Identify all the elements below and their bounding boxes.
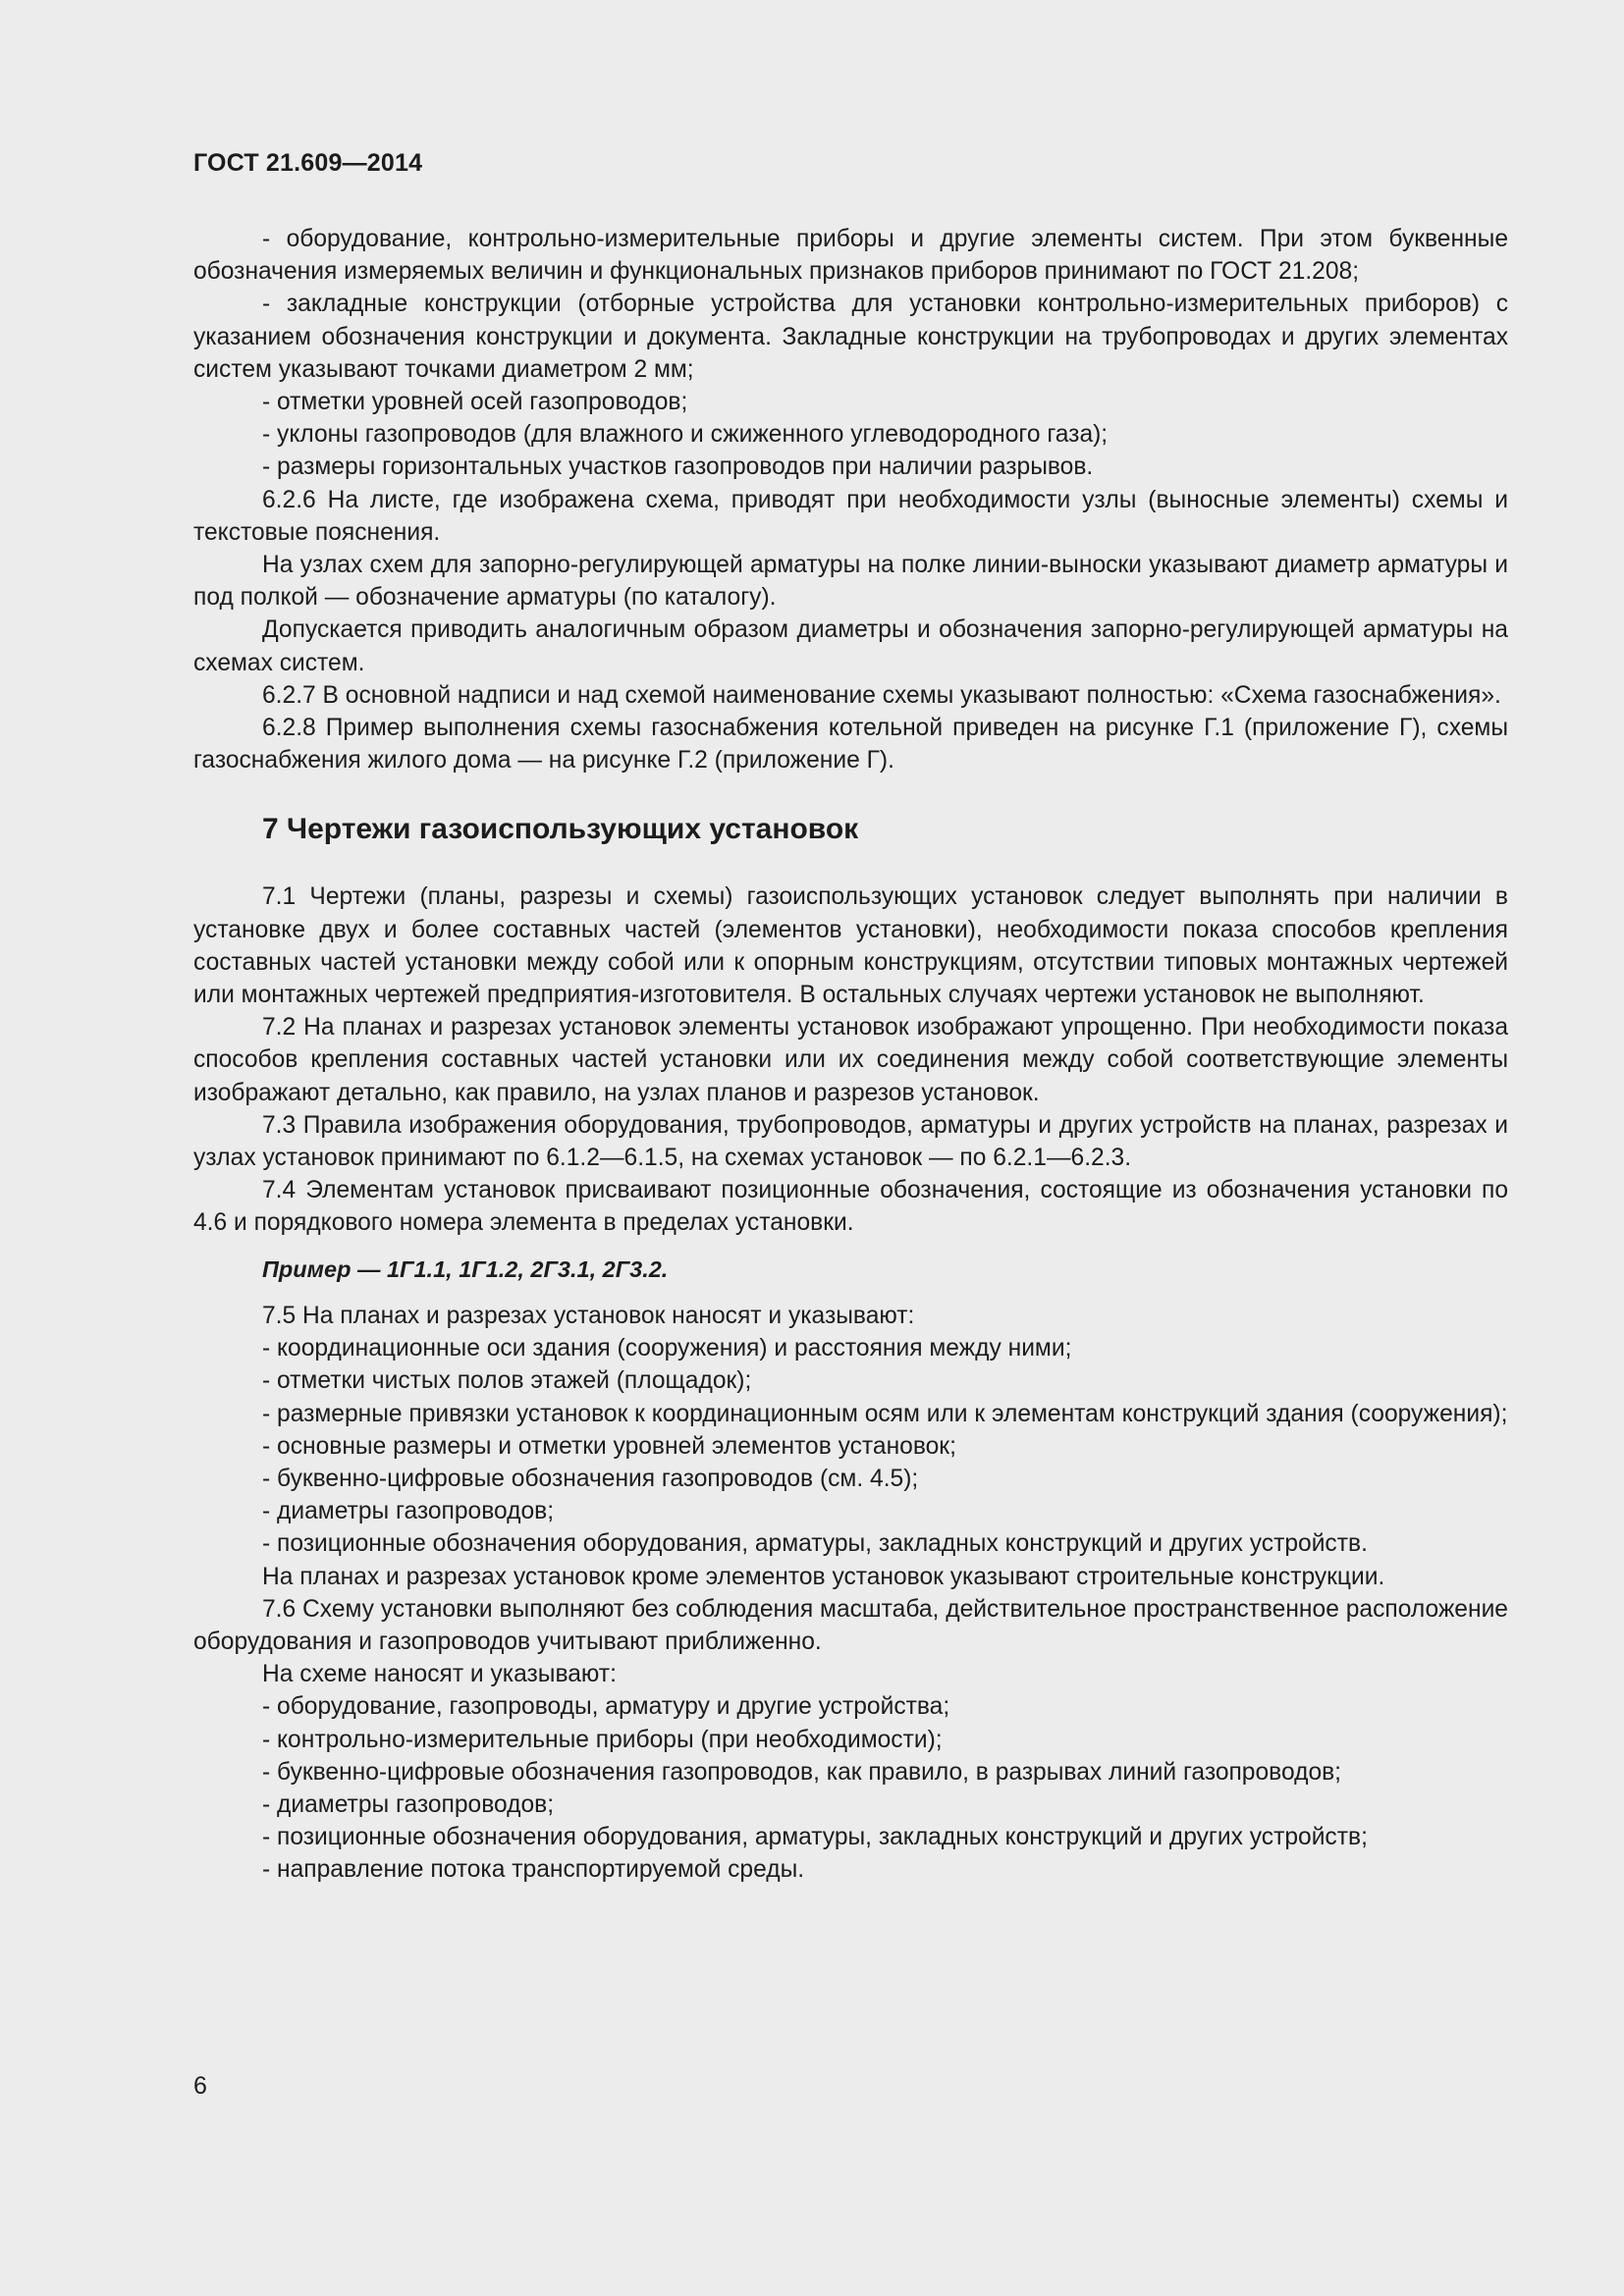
paragraph: Допускается приводить аналогичным образом диаметры и обозначения запорно-регулирующей арматуры на схемах систем. (193, 616, 1508, 676)
paragraph: - диаметры газопроводов; (262, 1790, 555, 1818)
paragraph: На узлах схем для запорно-регулирующей арматуры на полке линии-выноски указывают диаметр арматуры и под полкой — обозначение арматуры (по каталогу). (193, 552, 1508, 612)
standard-header: ГОСТ 21.609—2014 (193, 149, 423, 177)
paragraph: 7.2 На планах и разрезах установок элементы установок изображают упрощенно. При необходимости показа способов крепления составных частей установки или их соединения между собой соответствующие элементы изображают детально, как правило, на узлах планов и разрезов установок. (193, 1014, 1508, 1106)
paragraph: - отметки уровней осей газопроводов; (262, 389, 688, 416)
paragraph: - закладные конструкции (отборные устройства для установки контрольно-измерительных приборов) с указанием обозначения конструкции и документа. Закладные конструкции на трубопроводах и других элементах систем указывают точками диаметром 2 мм; (193, 291, 1508, 383)
page-number: 6 (193, 2072, 207, 2100)
paragraph: - основные размеры и отметки уровней элементов установок; (262, 1432, 956, 1460)
paragraph: - буквенно-цифровые обозначения газопроводов, как правило, в разрывах линий газопроводов; (262, 1758, 1342, 1786)
paragraph: - позиционные обозначения оборудования, арматуры, закладных конструкций и других устройств. (262, 1530, 1368, 1558)
paragraph: - размерные привязки установок к координационным осям или к элементам конструкций здания (сооружения); (262, 1400, 1508, 1427)
paragraph: - буквенно-цифровые обозначения газопроводов (см. 4.5); (262, 1465, 919, 1492)
paragraph: - уклоны газопроводов (для влажного и сжиженного углеводородного газа); (262, 421, 1109, 449)
paragraph: - оборудование, контрольно-измерительные приборы и другие элементы систем. При этом буквенные обозначения измеряемых величин и функциональных признаков приборов принимают по ГОСТ 21.208; (193, 226, 1508, 286)
paragraph: - отметки чистых полов этажей (площадок); (262, 1367, 752, 1395)
paragraph: На схеме наносят и указывают: (262, 1661, 617, 1688)
paragraph: 7.4 Элементам установок присваивают позиционные обозначения, состоящие из обозначения установки по 4.6 и порядкового номера элемента в пределах установки. (193, 1177, 1508, 1237)
paragraph: 6.2.6 На листе, где изображена схема, приводят при необходимости узлы (выносные элементы) схемы и текстовые пояснения. (193, 486, 1508, 546)
paragraph: 7.6 Схему установки выполняют без соблюдения масштаба, действительное пространственное расположение оборудования и газопроводов учитывают приближенно. (193, 1595, 1508, 1655)
example-line: Пример — 1Г1.1, 1Г1.2, 2Г3.1, 2Г3.2. (262, 1255, 669, 1282)
paragraph: 7.1 Чертежи (планы, разрезы и схемы) газоиспользующих установок следует выполнять при наличии в установке двух и более составных частей (элементов установки), необходимости показа способов крепления составных частей установки между собой или к опорным конструкциям, отсутствии типовых монтажных чертежей или монтажных чертежей предприятия-изготовителя. В остальных случаях чертежи установок не выполняют. (193, 883, 1508, 1009)
paragraph: - размеры горизонтальных участков газопроводов при наличии разрывов. (262, 454, 1094, 481)
paragraph: - оборудование, газопроводы, арматуру и другие устройства; (262, 1693, 950, 1721)
body-text (193, 223, 1508, 1887)
paragraph: - направление потока транспортируемой среды. (262, 1856, 805, 1884)
paragraph: - позиционные обозначения оборудования, арматуры, закладных конструкций и других устройств; (262, 1824, 1368, 1851)
paragraph: 7.3 Правила изображения оборудования, трубопроводов, арматуры и других устройств на планах, разрезах и узлах установок принимают по 6.1.2—6.1.5, на схемах установок — по 6.2.1—6.2.3. (193, 1111, 1508, 1172)
section-heading: 7 Чертежи газоиспользующих установок (262, 813, 859, 846)
paragraph: На планах и разрезах установок кроме элементов установок указывают строительные конструкции. (262, 1563, 1385, 1590)
paragraph: 6.2.8 Пример выполнения схемы газоснабжения котельной приведен на рисунке Г.1 (приложение Г), схемы газоснабжения жилого дома — на рисунке Г.2 (приложение Г). (193, 715, 1508, 774)
paragraph: - диаметры газопроводов; (262, 1498, 555, 1525)
paragraph: 6.2.7 В основной надписи и над схемой наименование схемы указывают полностью: «Схема газоснабжения». (262, 681, 1501, 709)
paragraph: 7.5 На планах и разрезах установок наносят и указывают: (262, 1302, 915, 1329)
paragraph: - координационные оси здания (сооружения) и расстояния между ними; (262, 1335, 1072, 1362)
paragraph: - контрольно-измерительные приборы (при необходимости); (262, 1726, 943, 1753)
